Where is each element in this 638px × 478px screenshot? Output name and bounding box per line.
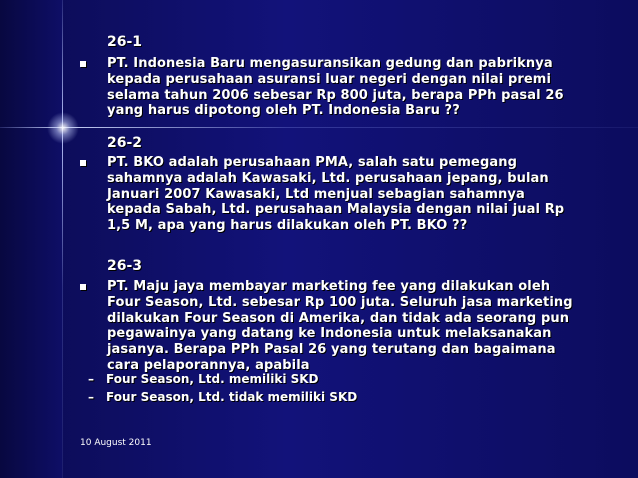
question-text-26-1: PT. Indonesia Baru mengasuransikan gedung dan pabriknya kepada perusahaan asuransi luar negeri dengan nilai premi selama tahun 2006 sebesar Rp 800 juta, berapa PPh pasal 26 yang harus dipotong oleh PT. Indonesia Baru ?? xyxy=(107,56,564,119)
question-text-26-3: PT. Maju jaya membayar marketing fee yang dilakukan oleh Four Season, Ltd. sebesar Rp 100 juta. Seluruh jasa marketing dilakukan Four Season di Amerika, dan tidak ada seorang pun pegawainya yang datang ke Indonesia untuk melaksanakan jasanya. Berapa PPh Pasal 26 yang terutang dan bagaimana cara pelaporannya, apabila xyxy=(107,279,573,373)
sub-item-skd xyxy=(88,371,319,387)
section-heading-26-2: 26-2 xyxy=(107,135,143,151)
section-heading-26-3: 26-3 xyxy=(107,258,143,274)
sub-item-no-skd xyxy=(88,389,357,405)
square-bullet-icon xyxy=(80,279,107,290)
square-bullet-icon xyxy=(80,155,107,166)
sub-item-text: Four Season, Ltd. memiliki SKD xyxy=(106,372,319,386)
footer-date: 10 August 2011 xyxy=(80,438,152,448)
bullet-item-26-1 xyxy=(80,56,580,119)
square-bullet-icon xyxy=(80,56,107,67)
dash-bullet-icon: – xyxy=(88,372,94,386)
bullet-item-26-2 xyxy=(80,155,580,234)
bullet-item-26-3 xyxy=(80,279,580,374)
section-heading-26-1: 26-1 xyxy=(107,34,143,50)
sub-item-text: Four Season, Ltd. tidak memiliki SKD xyxy=(106,390,358,404)
dash-bullet-icon: – xyxy=(88,390,94,404)
question-text-26-2: PT. BKO adalah perusahaan PMA, salah satu pemegang sahamnya adalah Kawasaki, Ltd. perusahaan jepang, bulan Januari 2007 Kawasaki, Ltd menjual sebagian sahamnya kepada Sabah, Ltd. perusahaan Malaysia dengan nilai jual Rp 1,5 M, apa yang harus dilakukan oleh PT. BKO ?? xyxy=(107,155,565,234)
